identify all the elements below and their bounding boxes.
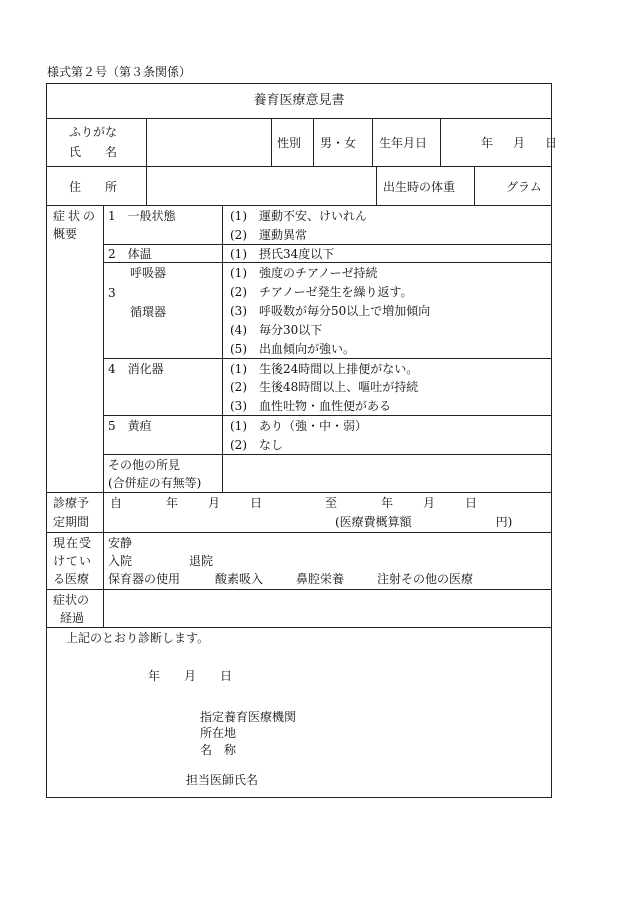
course-label: 経過 [60,611,85,625]
period-to: 至 年 月 日 [325,496,480,510]
table-border-right [551,83,552,797]
divider [103,262,552,263]
divider [103,454,552,455]
symptom-option: (4) 毎分30以下 [230,323,323,337]
treatment-nasal-feeding: 鼻腔栄養 [296,572,345,586]
doctor-name-label: 担当医師氏名 [186,773,259,787]
symptom-category-temperature: 2 体温 [108,247,152,261]
other-findings-label: その他の所見 [108,458,181,472]
table-border-bottom [46,797,552,798]
divider [271,118,272,166]
current-treatment-label: る医療 [53,572,90,586]
other-findings-label: (合併症の有無等) [108,476,202,490]
divider [146,166,147,205]
divider [46,627,552,628]
divider [46,532,552,533]
divider [46,166,552,167]
diagnosis-statement: 上記のとおり診断します。 [66,631,210,645]
estimated-cost: (医療費概算額 円) [335,515,513,529]
symptom-category-number: 3 [108,286,116,300]
current-treatment-label: けてい [53,554,93,568]
furigana-label: ふりがな [69,125,118,139]
sex-value: 男・女 [320,136,357,150]
symptoms-label: 症状の [53,209,99,223]
divider [103,415,552,416]
treatment-incubator: 保育器の使用 [108,572,181,586]
symptom-option: (3) 呼吸数が毎分50以上で増加傾向 [230,304,431,318]
divider [103,205,104,627]
document-title: 養育医療意見書 [253,93,345,108]
divider [103,244,552,245]
divider [46,205,552,206]
divider [474,166,475,205]
divider [313,118,314,166]
table-border-top [46,83,552,84]
divider [146,118,147,166]
symptom-category-jaundice: 5 黄疸 [108,419,152,433]
treatment-discharge: 退院 [189,554,214,568]
institution-label: 指定養育医療機関 [200,710,297,724]
symptom-option: (3) 血性吐物・血性便がある [230,399,391,413]
symptom-option: (2) チアノーゼ発生を繰り返す。 [230,285,413,299]
symptoms-label: 概要 [53,227,78,241]
symptom-option: (2) 生後48時間以上、嘔吐が持続 [230,380,419,394]
address-label: 住 所 [69,180,118,194]
treatment-injection-other: 注射その他の医療 [377,572,474,586]
symptom-category-general: 1 一般状態 [108,209,176,223]
current-treatment-label: 現在受 [53,536,93,550]
symptom-option: (1) 強度のチアノーゼ持続 [230,266,378,280]
diagnosis-date: 年 月 日 [148,669,233,683]
treatment-oxygen: 酸素吸入 [215,572,264,586]
treatment-period-label: 診療予 [53,496,90,510]
symptom-category-circulatory: 循環器 [130,305,167,319]
symptom-option: (1) 摂氏34度以下 [230,247,335,261]
treatment-admission: 入院 [108,554,133,568]
divider [103,358,552,359]
period-from: 自 年 月 日 [110,496,265,510]
sex-label: 性別 [277,136,302,150]
divider [222,205,223,492]
symptom-option: (2) なし [230,438,283,452]
symptom-option: (1) 生後24時間以上排便がない。 [230,362,419,376]
institution-name-label: 名 称 [200,743,237,757]
divider [46,118,552,119]
symptom-category-digestive: 4 消化器 [108,362,164,376]
course-label: 症状の [53,593,90,607]
divider [372,118,373,166]
birthdate-label: 生年月日 [379,136,428,150]
birth-weight-label: 出生時の体重 [383,180,456,194]
symptom-option: (5) 出血傾向が強い。 [230,342,355,356]
birthdate-value: 年 月 日 [481,136,562,150]
symptom-option: (1) あり（強・中・弱） [230,419,367,433]
divider [46,589,552,590]
form-number: 様式第２号（第３条関係） [47,65,192,79]
institution-address-label: 所在地 [200,726,237,740]
symptom-option: (2) 運動異常 [230,228,307,242]
name-label: 氏 名 [69,145,118,159]
treatment-period-label: 定期間 [53,515,90,529]
symptom-option: (1) 運動不安、けいれん [230,209,367,223]
divider [376,166,377,205]
table-border-left [46,83,47,797]
divider [440,118,441,166]
symptom-category-respiratory: 呼吸器 [130,266,167,280]
birth-weight-unit: グラム [506,180,542,194]
divider [46,492,552,493]
treatment-rest: 安静 [108,536,133,550]
